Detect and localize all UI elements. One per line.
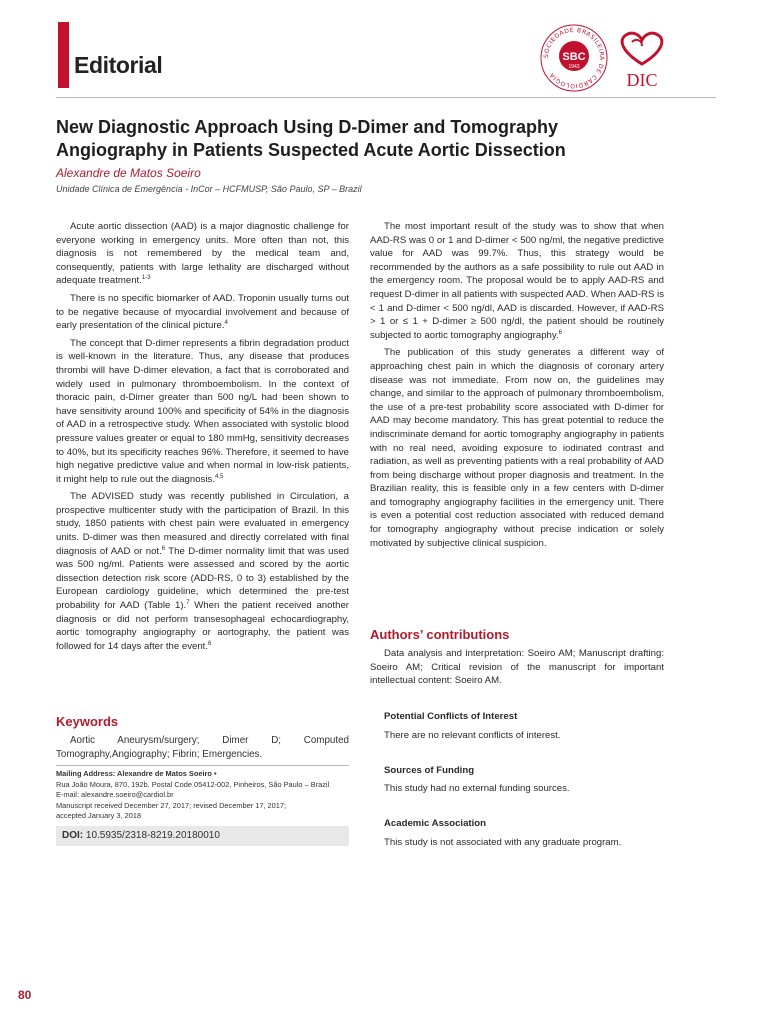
citation-ref: 1-3: [141, 275, 151, 282]
paragraph: The ADVISED study was recently published in Circulation, a prospective multicenter study with the participation of Brazil. In this study, 1850 patients with chest pain were evaluated in emergency units. D-dimer was then measured and directly correlated with final diagnosis of AAD or not.$^6$ The D-dimer normality limit that was used was 500 ng/ml. Patients were assessed and scored by the aortic dissection detection risk score (ADD-RS, 0 to 3) established by the European cardiology guideline, which determined the pre-test probability for AAD (Table 1).$^7$ When the patient received another diagnosis or did not perform transesophageal echocardiography, aortic tomography angiography or aortography, the patient was followed for 14 days after the event.$^6$: [56, 491, 349, 652]
conflicts-text: There are no relevant conflicts of interest.: [384, 730, 561, 741]
keywords-heading: Keywords: [56, 714, 119, 729]
conflicts-heading: Potential Conflicts of Interest: [384, 711, 518, 722]
mailing-heading: Mailing Address: Alexandre de Matos Soeiro •: [56, 769, 217, 778]
paragraph: There is no specific biomarker of AAD. Troponin usually turns out to be negative because of myocardial involvement and because of early presentation of the clinical picture.$^4$: [56, 292, 349, 332]
page-number: 80: [18, 988, 32, 1002]
section-tag-bar: [58, 22, 69, 88]
funding-heading: Sources of Funding: [384, 765, 475, 776]
keywords-divider: [56, 765, 349, 766]
keywords-text: Aortic Aneurysm/surgery; Dimer D; Computed Tomography,Angiography; Fibrin; Emergencies.: [56, 735, 349, 760]
mailing-address: [56, 769, 349, 822]
paragraph: The most important result of the study was to show that when AAD-RS was 0 or 1 and D-dimer < 500 ng/ml, the negative predictive value for AAD was 99.7%. Thus, this strategy would be recommended by the authors as a safe possibility to rule out AAD in the emergency room. The proposal would be to apply AAD-RS and request D-dimer in all patients with suspected AAD. When AAD-RS is < 1 and D-dimer < 500 ng/dl, AAD is discarded. However, if AAD-RS > 1 or ≤ 1 + D-dimer ≥ 500 ng/dl, the patient should be routinely subjected to aortic tomography angiography.$^6$: [370, 221, 664, 341]
manuscript-received: Manuscript received December 27, 2017; revised December 17, 2017;: [56, 800, 287, 810]
sbc-ring-text: SOCIEDADE BRASILEIRA DE CARDIOLOGIA: [542, 26, 606, 90]
sbc-year-text: 1943: [568, 64, 580, 70]
manuscript-accepted: accepted January 3, 2018: [56, 811, 142, 820]
section-label: Editorial: [74, 52, 163, 78]
citation-ref: 7: [186, 599, 190, 606]
sbc-center-text: SBC: [562, 51, 586, 63]
paragraph: The publication of this study generates a different way of approaching chest pain in which the diagnosis of coronary artery disease was not immediate. From now on, the guidelines may change, and similar to the approach of pulmonary thromboembolism, the use of a pre-test probability score associated with D-dimer for AAD may become mandatory. This has great potential to reduce the indiscriminate demand for aortic tomography angiography in patients with no real need, avoiding exposure to iodinated contrast and radiation, as well as preventing patients with a real probability of AAD from being discharge without proper diagnosis and treatment. In the Brazilian reality, this is feasible only in a few centers with D-dimer and tomography angiography facilities in the emergency unit. There is even a potential cost reduction associated with reduced demand for tomography angiography without precise indication or solely motivated by subjective clinical suspicion.: [370, 347, 664, 549]
author-name: Alexandre de Matos Soeiro: [56, 166, 201, 180]
citation-ref: 6: [558, 329, 562, 336]
doi-box: [56, 826, 349, 846]
article-title: New Diagnostic Approach Using D-Dimer and Tomography Angiography in Patients Suspected Acute Aortic Dissection: [56, 117, 566, 160]
academic-association-text: This study is not associated with any graduate program.: [384, 837, 622, 848]
dic-logo: [612, 28, 672, 90]
body-column-left: [56, 220, 349, 657]
author-affiliation: Unidade Clínica de Emergência - InCor – HCFMUSP, São Paulo, SP – Brazil: [56, 184, 362, 194]
citation-ref: 4: [224, 319, 228, 326]
doi-label: DOI:: [62, 830, 84, 841]
sbc-logo: [538, 22, 610, 94]
doi-value: 10.5935/2318-8219.20180010: [83, 830, 220, 841]
authors-contributions-text: Data analysis and interpretation: Soeiro AM; Manuscript drafting: Soeiro AM; Critical revision of the manuscript for important intellectual content: Soeiro AM.: [370, 648, 664, 687]
citation-ref: 6: [161, 545, 166, 552]
body-column-right: [370, 220, 664, 554]
paragraph: The concept that D-dimer represents a fibrin degradation product is well-known in the literature. Thus, any disease that produces thrombi will have D-dimer elevation, a fact that is corroborated and widely used in pulmonary thromboembolism. In the context of thoracic pain, d-Dimer greater than 500 ng/L had been shown to have sensitivity around 100% and specificity of 54% in the diagnosis of AAD in a retrospective study. When associated with systolic blood pressure values greater or equal to 180 mmHg, sensitivity decreases to 40%, but its specificity reaches 96%. Therefore, it seemed to have high negative predictive value and when normal in low-risk patients, it might help to rule out the diagnosis.$^{4,5}$: [56, 337, 349, 485]
dic-logo-text: DIC: [626, 70, 658, 90]
citation-ref: 6: [208, 640, 212, 647]
header-divider: [56, 97, 716, 98]
authors-contributions-heading: Authors’ contributions: [370, 627, 510, 642]
mailing-street: Rua João Moura, 870, 192b. Postal Code 05412-002, Pinheiros, São Paulo – Brazil: [56, 779, 330, 789]
funding-text: This study had no external funding sources.: [384, 783, 570, 794]
academic-association-heading: Academic Association: [384, 818, 487, 829]
paragraph: Acute aortic dissection (AAD) is a major diagnostic challenge for everyone working in emergency units. More often than not, this diagnosis is not remembered by the medical team and, consequently, patients with large lethality are discharged without adequate treatment.$^{1-3}$: [56, 221, 349, 287]
mailing-email: E-mail: alexandre.soeiro@cardiol.br: [56, 790, 174, 799]
citation-ref: 4,5: [214, 473, 224, 480]
